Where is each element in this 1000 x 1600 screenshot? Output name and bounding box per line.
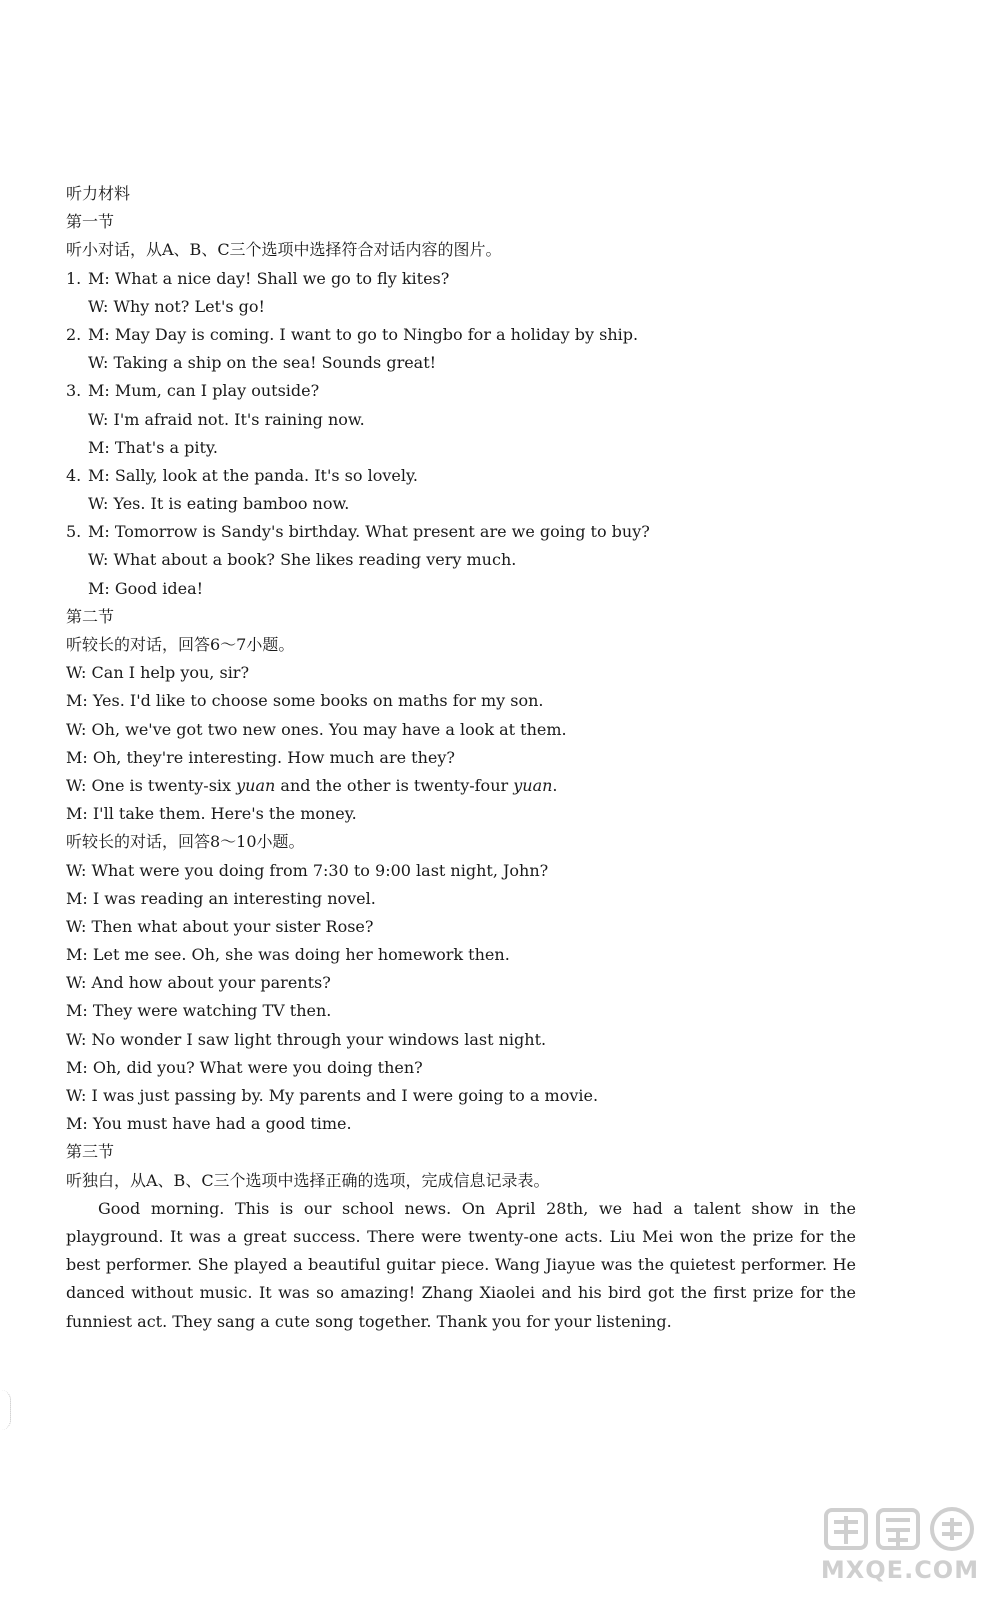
section3-instruction: 听独白，从A、B、C三个选项中选择正确的选项，完成信息记录表。 [66,1170,550,1190]
dialogue-a-line: W: Oh, we've got two new ones. You may have a look at them. [66,719,567,739]
section2-heading: 第二节 [66,606,115,626]
dialogue-a-line: M: Yes. I'd like to choose some books on maths for my son. [66,691,544,711]
item-2-line-2: W: Taking a ship on the sea! Sounds great! [88,353,437,373]
dialogue-b-line: W: I was just passing by. My parents and I were going to a movie. [66,1086,599,1105]
item-3-line-3: M: That's a pity. [88,437,218,457]
page-edge-mark [0,1390,11,1430]
dialogue-b-line: W: No wonder I saw light through your windows last night. [66,1029,547,1049]
dialogue-b-line: W: What were you doing from 7:30 to 9:00 last night, John? [66,860,549,880]
item-number: 4. [66,465,82,485]
dialogue-b-line: M: I was reading an interesting novel. [66,888,376,908]
section2-instruction-a: 听较长的对话，回答6～7小题。 [66,635,295,654]
item-number: 5. [66,522,82,542]
item-1-line-1: 1. M: What a nice day! Shall we go to fly kites? [66,265,866,293]
item-number: 2. [66,324,82,344]
dialogue-b-line: W: And how about your parents? [66,973,331,993]
dialogue-a-line: W: Can I help you, sir? [66,663,250,683]
watermark [820,1504,980,1594]
monologue-paragraph: Good morning. This is our school news. On April 28th, we had a talent show in the playground. It was a great success. There were twenty-one acts. Liu Mei won the prize for the best performer. She played a beautiful guitar piece. Wang Jiayue was the quietest performer. He danced without music. It was so amazing! Zhang Xiaolei and his bird got the first prize for the funniest act. They sang a cute song together. Thank you for your listening. [66,1198,856,1331]
dialogue-b-line: M: Oh, did you? What were you doing then? [66,1057,423,1077]
item-number: 3. [66,381,82,401]
item-3-line-1: 3. M: Mum, can I play outside? [66,377,866,405]
item-1-line-2: W: Why not? Let's go! [88,296,265,316]
item-5-line-1: 5. M: Tomorrow is Sandy's birthday. What present are we going to buy? [66,518,866,546]
dialogue-b-line: M: Let me see. Oh, she was doing her homework then. [66,945,510,965]
dialogue-b-line: M: You must have had a good time. [66,1114,352,1134]
dialogue-b-line: M: They were watching TV then. [66,1001,332,1021]
document-title: 听力材料 [66,184,131,203]
item-4-line-1: 4. M: Sally, look at the panda. It's so lovely. [66,462,866,490]
item-3-line-2: W: I'm afraid not. It's raining now. [88,409,365,429]
currency-word: yuan [236,775,276,795]
watermark-logo-icon [820,1504,980,1554]
section2-instruction-b: 听较长的对话，回答8～10小题。 [66,832,305,852]
item-5-line-3: M: Good idea! [88,578,204,598]
section1-heading: 第一节 [66,212,115,232]
dialogue-a-line: W: One is twenty-six yuan and the other is twenty-four yuan. [66,775,558,795]
item-4-line-2: W: Yes. It is eating bamboo now. [88,494,350,514]
item-number: 1. [66,268,82,288]
listening-material [66,180,866,1336]
dialogue-a-line: M: Oh, they're interesting. How much are they? [66,747,455,767]
dialogue-b-line: W: Then what about your sister Rose? [66,916,374,936]
section1-instruction: 听小对话，从A、B、C三个选项中选择符合对话内容的图片。 [66,240,502,260]
section3-heading: 第三节 [66,1142,115,1162]
watermark-site: MXQE.COM [820,1556,980,1584]
currency-word: yuan [513,775,553,795]
dialogue-a-line: M: I'll take them. Here's the money. [66,804,357,824]
item-5-line-2: W: What about a book? She likes reading very much. [88,550,517,570]
item-2-line-1: 2. M: May Day is coming. I want to go to Ningbo for a holiday by ship. [66,321,866,349]
